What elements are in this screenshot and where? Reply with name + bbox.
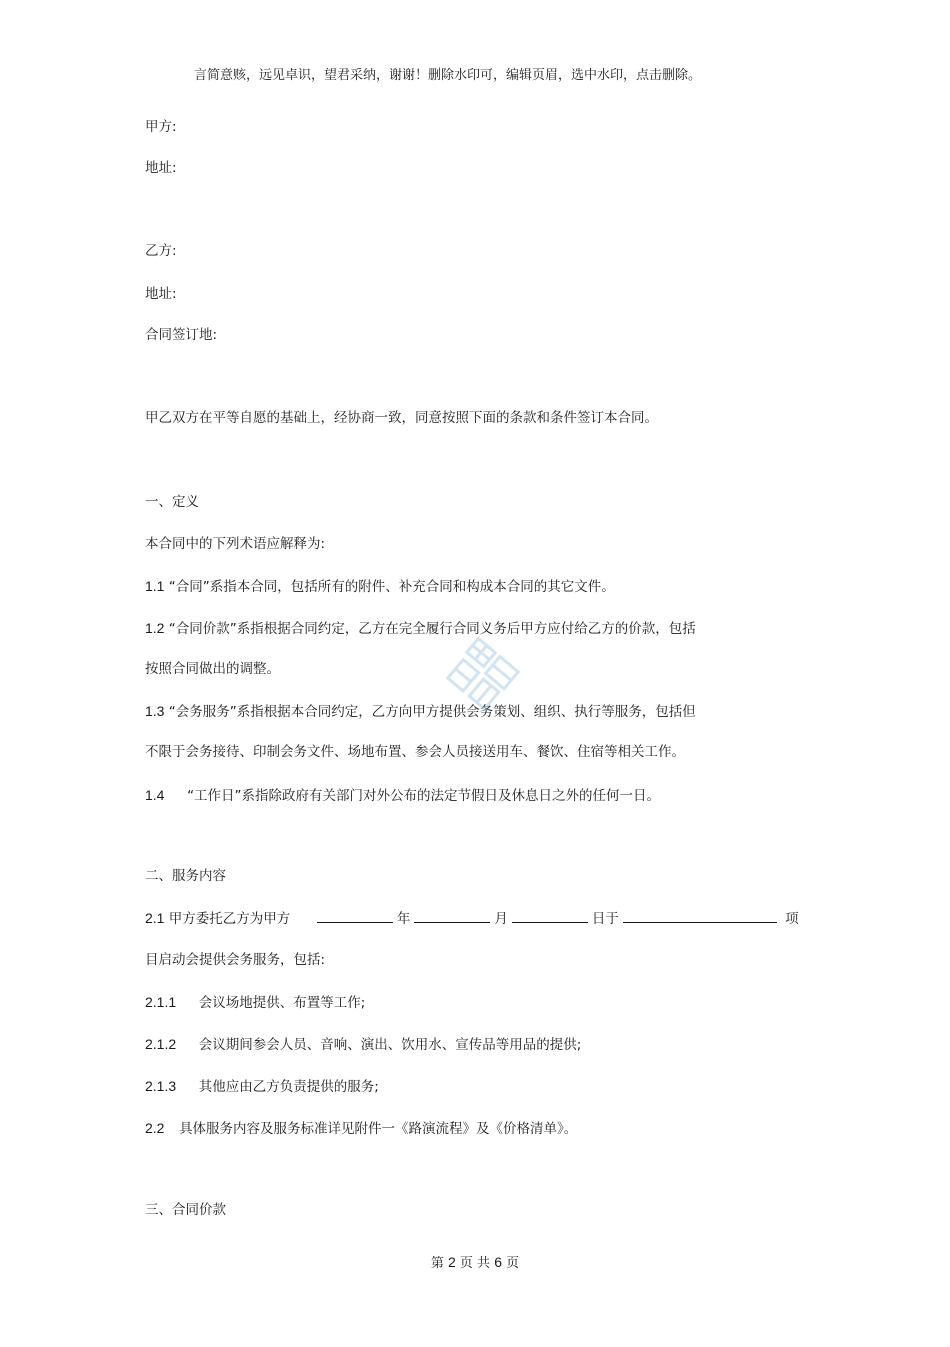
day-blank (512, 908, 588, 923)
footer-prefix: 第 (430, 1256, 444, 1271)
clause-text: 会议场地提供、布置等工作; (198, 995, 366, 1011)
footer-suffix: 页 (506, 1256, 520, 1271)
footer-total-pages: 6 (494, 1254, 502, 1270)
section-1-intro: 本合同中的下列术语应解释为: (145, 536, 326, 552)
clause-number: 1.4 (145, 787, 165, 803)
clause-text: 其他应由乙方负责提供的服务; (198, 1079, 379, 1095)
page-footer (0, 1252, 950, 1271)
header-note: 言简意赅，远见卓识，望君采纳，谢谢！删除水印可，编辑页眉，选中水印，点击删除。 (194, 68, 702, 83)
clause-2-1-continued: 目启动会提供会务服务，包括: (145, 952, 326, 968)
clause-1-4 (145, 785, 660, 806)
clause-1-2-continued: 按照合同做出的调整。 (145, 661, 280, 677)
month-label: 月 (494, 911, 508, 927)
item-label: 项 (785, 911, 799, 927)
clause-text: “合同价款”系指根据合同约定，乙方在完全履行合同义务后甲方应付给乙方的价款，包括 (168, 621, 696, 637)
year-blank (317, 908, 393, 923)
year-label: 年 (396, 911, 411, 927)
party-a-label: 甲方: (145, 119, 177, 135)
clause-2-1-3 (145, 1076, 379, 1097)
address-b-label: 地址: (145, 286, 177, 302)
footer-mid: 页 共 (459, 1256, 491, 1271)
section-2-title: 二、服务内容 (145, 868, 226, 884)
section-3-title: 三、合同价款 (145, 1202, 226, 1218)
clause-1-3-continued: 不限于会务接待、印制会务文件、场地布置、参会人员接送用车、餐饮、住宿等相关工作。 (145, 744, 685, 760)
clause-1-1 (145, 576, 615, 597)
month-blank (414, 908, 490, 923)
clause-2-1 (145, 908, 799, 929)
clause-number: 2.2 (145, 1120, 165, 1136)
party-b-label: 乙方: (145, 243, 177, 259)
clause-text: “工作日”系指除政府有关部门对外公布的法定节假日及休息日之外的任何一日。 (187, 788, 661, 804)
clause-text: “合同”系指本合同，包括所有的附件、补充合同和构成本合同的其它文件。 (168, 579, 615, 595)
clause-number: 2.1.2 (145, 1036, 177, 1052)
address-a-label: 地址: (145, 160, 177, 176)
preamble: 甲乙双方在平等自愿的基础上，经协商一致，同意按照下面的条款和条件签订本合同。 (145, 410, 658, 426)
clause-text: “会务服务”系指根据本合同约定，乙方向甲方提供会务策划、组织、执行等服务，包括但 (168, 704, 696, 720)
clause-1-2 (145, 618, 696, 639)
clause-number: 2.1 (145, 910, 165, 926)
clause-number: 2.1.3 (145, 1078, 177, 1094)
clause-2-2 (145, 1118, 577, 1139)
clause-number: 1.2 (145, 620, 165, 636)
clause-1-3 (145, 701, 696, 722)
clause-number: 1.1 (145, 578, 165, 594)
clause-number: 1.3 (145, 703, 165, 719)
clause-text: 会议期间参会人员、音响、演出、饮用水、宣传品等用品的提供; (198, 1037, 582, 1053)
footer-page-number: 2 (447, 1254, 456, 1270)
clause-text: 甲方委托乙方为甲方 (168, 911, 291, 927)
project-blank (623, 908, 777, 923)
sign-place-label: 合同签订地: (145, 327, 218, 343)
clause-text: 具体服务内容及服务标准详见附件一《路演流程》及《价格清单》。 (179, 1121, 578, 1137)
clause-number: 2.1.1 (145, 994, 177, 1010)
clause-2-1-2 (145, 1034, 581, 1055)
day-label: 日于 (591, 911, 619, 927)
clause-2-1-1 (145, 992, 365, 1013)
section-1-title: 一、定义 (145, 494, 199, 510)
